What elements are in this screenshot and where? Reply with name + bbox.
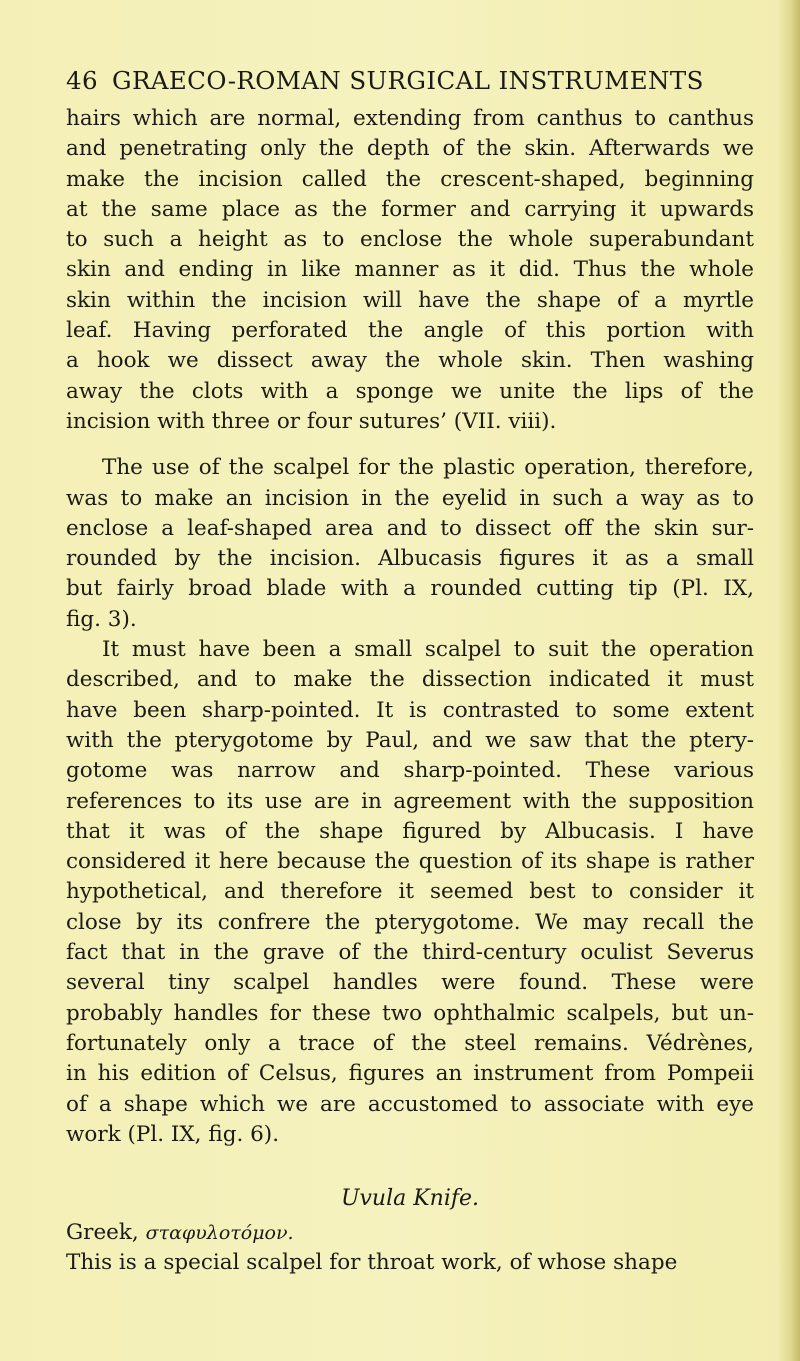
text-line: but fairly broad blade with a rounded cutting tip (Pl. IX, (66, 576, 754, 602)
running-title: GRAECO-ROMAN SURGICAL INSTRUMENTS (111, 66, 704, 95)
greek-term: σταφυλοτόμον. (145, 1222, 294, 1245)
text-line: probably handles for these two ophthalmic scalpels, but un- (66, 1000, 754, 1026)
text-line: of a shape which we are accustomed to associate with eye (66, 1091, 754, 1117)
text-line: several tiny scalpel handles were found. These were (66, 970, 754, 996)
text-line: skin and ending in like manner as it did. Thus the whole (66, 257, 754, 283)
text-line: was to make an incision in the eyelid in such a way as to (66, 485, 754, 511)
paragraph-1 (66, 104, 754, 437)
running-header (66, 66, 756, 95)
text-line: skin within the incision will have the shape of a myrtle (66, 287, 754, 313)
text-line: work (Pl. IX, fig. 6). (66, 1121, 280, 1147)
page-number: 46 (66, 66, 98, 95)
paragraph-2 (66, 453, 754, 635)
text-line: fig. 3). (66, 606, 137, 632)
text-line: described, and to make the dissection indicated it must (66, 667, 754, 693)
text-line: considered it here because the question of its shape is rather (66, 849, 754, 875)
text-line: make the incision called the crescent-shaped, beginning (66, 166, 754, 192)
text-line: to such a height as to enclose the whole superabundant (66, 227, 754, 253)
text-line: references to its use are in agreement with the supposition (66, 788, 754, 814)
section-heading: Uvula Knife. (340, 1186, 480, 1212)
text-line: that it was of the shape figured by Albucasis. I have (66, 818, 754, 844)
text-line: away the clots with a sponge we unite the lips of the (66, 378, 754, 404)
body-text (66, 104, 754, 1279)
greek-label: Greek, (66, 1220, 139, 1246)
text-line: gotome was narrow and sharp-pointed. These various (66, 758, 754, 784)
page-edge-shadow (778, 0, 800, 1361)
text-line: rounded by the incision. Albucasis figures it as a small (66, 546, 754, 572)
section-first-line: This is a special scalpel for throat work, of whose shape (66, 1250, 678, 1276)
text-line: and penetrating only the depth of the skin. Afterwards we (66, 136, 754, 162)
text-line: enclose a leaf-shaped area and to dissect off the skin sur- (66, 515, 754, 541)
text-line: close by its confrere the pterygotome. We may recall the (66, 909, 754, 935)
text-line: fortunately only a trace of the steel remains. Védrènes, (66, 1030, 754, 1056)
text-line: incision with three or four sutures’ (VII. viii). (66, 408, 557, 434)
text-line: at the same place as the former and carrying it upwards (66, 196, 754, 222)
text-line: hypothetical, and therefore it seemed best to consider it (66, 879, 754, 905)
text-line: a hook we dissect away the whole skin. Then washing (66, 348, 754, 374)
text-line: in his edition of Celsus, figures an instrument from Pompeii (66, 1061, 754, 1087)
paragraph-3 (66, 635, 754, 1150)
text-line: leaf. Having perforated the angle of this portion with (66, 318, 754, 344)
text-line: fact that in the grave of the third-century oculist Severus (66, 940, 754, 966)
text-line: The use of the scalpel for the plastic operation, therefore, (102, 455, 754, 481)
text-line: have been sharp-pointed. It is contrasted to some extent (66, 697, 754, 723)
text-line: with the pterygotome by Paul, and we saw that the ptery- (66, 727, 754, 753)
greek-term-line (66, 1218, 754, 1248)
text-line: hairs which are normal, extending from canthus to canthus (66, 106, 754, 131)
text-line: It must have been a small scalpel to suit the operation (102, 637, 754, 663)
